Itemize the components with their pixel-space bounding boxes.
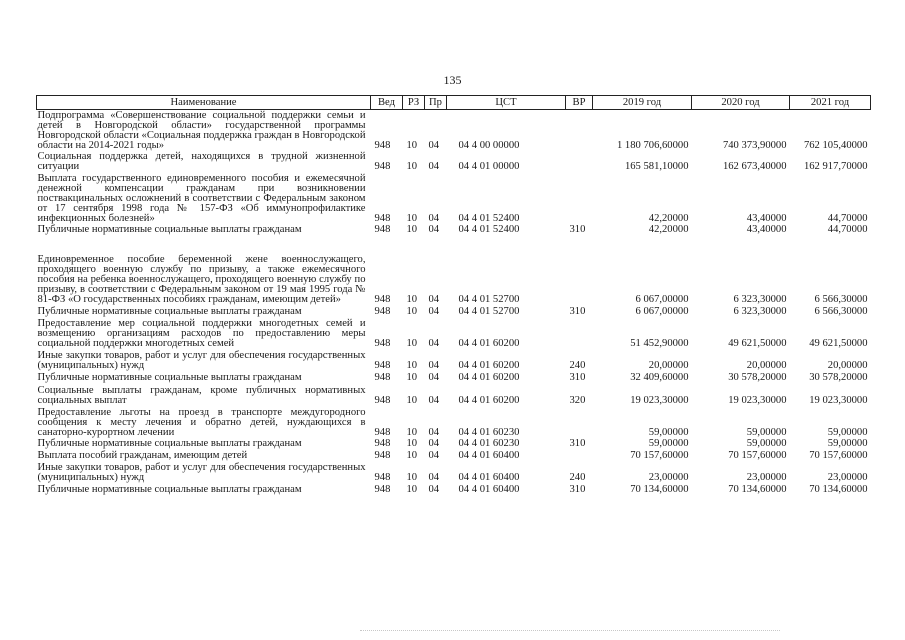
row-pr: 04 — [428, 223, 440, 235]
row-vr: 310 — [569, 371, 586, 383]
row-ved: 948 — [374, 437, 391, 449]
row-cst: 04 4 00 00000 — [458, 139, 520, 151]
header-rz: РЗ — [403, 96, 425, 110]
row-2019: 1 180 706,60000 — [616, 139, 689, 151]
row-2021: 59,00000 — [827, 426, 868, 438]
row-name: Публичные нормативные социальные выплаты гражданам — [37, 305, 302, 317]
row-2020: 43,40000 — [746, 212, 787, 224]
row-rz: 10 — [406, 139, 418, 151]
row-rz: 10 — [406, 449, 418, 461]
row-cst: 04 4 01 52400 — [458, 212, 520, 224]
row-pr: 04 — [428, 305, 440, 317]
row-2019: 42,20000 — [648, 223, 689, 235]
row-pr: 04 — [428, 449, 440, 461]
row-vr: 310 — [569, 305, 586, 317]
row-2020: 43,40000 — [746, 223, 787, 235]
row-cst: 04 4 01 60200 — [458, 337, 520, 349]
row-2020: 23,00000 — [746, 471, 787, 483]
row-cst: 04 4 01 60400 — [458, 449, 520, 461]
row-2020: 6 323,30000 — [733, 293, 787, 305]
header-name: Наименование — [37, 96, 371, 110]
table-row — [37, 461, 871, 483]
row-vr: 240 — [569, 471, 586, 483]
row-rz: 10 — [406, 359, 418, 371]
table-row — [37, 224, 871, 235]
row-ved: 948 — [374, 160, 391, 172]
row-pr: 04 — [428, 212, 440, 224]
row-ved: 948 — [374, 426, 391, 438]
row-pr: 04 — [428, 483, 440, 495]
row-2020: 30 578,20000 — [728, 371, 787, 383]
header-cst: ЦСТ — [447, 96, 566, 110]
row-ved: 948 — [374, 449, 391, 461]
row-2019: 51 452,90000 — [630, 337, 689, 349]
row-2020: 162 673,40000 — [722, 160, 787, 172]
row-pr: 04 — [428, 139, 440, 151]
row-vr — [566, 110, 593, 151]
row-rz: 10 — [406, 337, 418, 349]
row-rz: 10 — [406, 293, 418, 305]
row-pr: 04 — [428, 371, 440, 383]
row-2019: 70 134,60000 — [630, 483, 689, 495]
row-vr: 310 — [569, 437, 586, 449]
row-vr — [566, 235, 593, 305]
table-row — [37, 317, 871, 349]
row-cst: 04 4 01 52700 — [458, 293, 520, 305]
row-2021: 19 023,30000 — [809, 394, 868, 406]
row-cst: 04 4 01 60230 — [458, 437, 520, 449]
row-name: Выплата пособий гражданам, имеющим детей — [37, 449, 248, 461]
row-2020: 740 373,90000 — [722, 139, 787, 151]
header-2021: 2021 год — [790, 96, 871, 110]
row-name: Предоставление мер социальной поддержки многодетных семей и возмещению организациям расходов по предоставлению меры социальной поддержки многодетных семей — [37, 317, 366, 349]
row-2020: 49 621,50000 — [728, 337, 787, 349]
row-pr: 04 — [428, 471, 440, 483]
row-cst: 04 4 01 60400 — [458, 483, 520, 495]
page-number: 135 — [443, 73, 462, 87]
row-cst: 04 4 01 60200 — [458, 359, 520, 371]
row-2021: 44,70000 — [827, 212, 868, 224]
table-row — [37, 438, 871, 449]
header-2020: 2020 год — [692, 96, 790, 110]
row-name: Публичные нормативные социальные выплаты гражданам — [37, 483, 302, 495]
table-header — [37, 96, 871, 110]
row-cst: 04 4 01 60230 — [458, 426, 520, 438]
row-2020: 70 157,60000 — [728, 449, 787, 461]
row-rz: 10 — [406, 305, 418, 317]
row-2021: 70 157,60000 — [809, 449, 868, 461]
row-2019: 59,00000 — [648, 426, 689, 438]
row-cst: 04 4 01 52700 — [458, 305, 520, 317]
row-2019: 42,20000 — [648, 212, 689, 224]
row-ved: 948 — [374, 371, 391, 383]
row-ved: 948 — [374, 293, 391, 305]
table-row — [37, 349, 871, 371]
row-vr — [566, 406, 593, 438]
row-2019: 6 067,00000 — [635, 293, 689, 305]
row-rz: 10 — [406, 160, 418, 172]
row-2021: 762 105,40000 — [803, 139, 868, 151]
row-2019: 59,00000 — [648, 437, 689, 449]
table-row — [37, 483, 871, 495]
row-vr: 240 — [569, 359, 586, 371]
row-2021: 44,70000 — [827, 223, 868, 235]
table-row — [37, 172, 871, 224]
row-2019: 23,00000 — [648, 471, 689, 483]
table-row — [37, 449, 871, 461]
row-2021: 49 621,50000 — [809, 337, 868, 349]
row-2021: 162 917,70000 — [803, 160, 868, 172]
header-pr: Пр — [425, 96, 447, 110]
row-2021: 6 566,30000 — [814, 293, 868, 305]
row-2019: 19 023,30000 — [630, 394, 689, 406]
row-name: Публичные нормативные социальные выплаты гражданам — [37, 223, 302, 235]
row-name: Социальные выплаты гражданам, кроме публичных нормативных социальных выплат — [37, 384, 366, 406]
row-cst: 04 4 01 60200 — [458, 394, 520, 406]
row-pr: 04 — [428, 293, 440, 305]
row-2020: 20,00000 — [746, 359, 787, 371]
row-rz: 10 — [406, 426, 418, 438]
row-2020: 19 023,30000 — [728, 394, 787, 406]
row-pr: 04 — [428, 160, 440, 172]
row-ved: 948 — [374, 394, 391, 406]
row-2020: 59,00000 — [746, 426, 787, 438]
row-vr — [566, 172, 593, 224]
row-rz: 10 — [406, 394, 418, 406]
row-2019: 6 067,00000 — [635, 305, 689, 317]
row-2019: 70 157,60000 — [630, 449, 689, 461]
row-ved: 948 — [374, 139, 391, 151]
table-row — [37, 371, 871, 383]
row-name: Иные закупки товаров, работ и услуг для обеспечения государственных (муниципальных) нужд — [37, 349, 366, 371]
row-rz: 10 — [406, 371, 418, 383]
row-pr: 04 — [428, 337, 440, 349]
row-name: Выплата государственного единовременного пособия и ежемесячной денежной компенсации гражданам при возникновении поствакцинальных осложнений в соответствии с Федеральным законом от 17 сентября 1998 года № 157-ФЗ «Об иммунопрофилактике инфекционных болезней» — [37, 172, 366, 224]
row-vr: 310 — [569, 483, 586, 495]
row-2021: 59,00000 — [827, 437, 868, 449]
scan-artifact-line — [360, 630, 780, 632]
row-name: Иные закупки товаров, работ и услуг для обеспечения государственных (муниципальных) нужд — [37, 461, 366, 483]
row-name: Подпрограмма «Совершенствование социальной поддержки семьи и детей в Новгородской области» государственной программы Новгородской области «Социальная поддержка граждан в Новгородской области на 2014-2021 годы» — [37, 109, 366, 151]
row-2021: 70 134,60000 — [809, 483, 868, 495]
row-cst: 04 4 01 60400 — [458, 471, 520, 483]
row-name: Публичные нормативные социальные выплаты гражданам — [37, 437, 302, 449]
row-rz: 10 — [406, 437, 418, 449]
row-2020: 59,00000 — [746, 437, 787, 449]
table-row — [37, 383, 871, 406]
row-ved: 948 — [374, 337, 391, 349]
header-row — [37, 96, 871, 110]
row-2020: 70 134,60000 — [728, 483, 787, 495]
row-ved: 948 — [374, 359, 391, 371]
row-pr: 04 — [428, 359, 440, 371]
row-cst: 04 4 01 52400 — [458, 223, 520, 235]
row-2021: 20,00000 — [827, 359, 868, 371]
row-name: Публичные нормативные социальные выплаты гражданам — [37, 371, 302, 383]
row-2020: 6 323,30000 — [733, 305, 787, 317]
table-body — [37, 110, 871, 495]
row-rz: 10 — [406, 483, 418, 495]
header-ved: Вед — [371, 96, 403, 110]
row-pr: 04 — [428, 437, 440, 449]
row-2019: 165 581,10000 — [624, 160, 689, 172]
row-pr: 04 — [428, 426, 440, 438]
row-ved: 948 — [374, 223, 391, 235]
budget-table — [36, 95, 871, 495]
row-name: Социальная поддержка детей, находящихся в трудной жизненной ситуации — [37, 150, 366, 172]
table-row — [37, 235, 871, 305]
row-vr: 310 — [569, 223, 586, 235]
table-row — [37, 110, 871, 151]
row-vr — [566, 317, 593, 349]
row-ved: 948 — [374, 305, 391, 317]
row-vr — [566, 449, 593, 461]
row-ved: 948 — [374, 212, 391, 224]
header-2019: 2019 год — [593, 96, 692, 110]
row-vr — [566, 151, 593, 172]
row-cst: 04 4 01 60200 — [458, 371, 520, 383]
table-row — [37, 406, 871, 438]
row-pr: 04 — [428, 394, 440, 406]
header-vr: ВР — [566, 96, 593, 110]
row-ved: 948 — [374, 471, 391, 483]
row-2021: 6 566,30000 — [814, 305, 868, 317]
row-2021: 23,00000 — [827, 471, 868, 483]
row-cst: 04 4 01 00000 — [458, 160, 520, 172]
row-vr: 320 — [569, 394, 586, 406]
table-row — [37, 151, 871, 172]
row-rz: 10 — [406, 223, 418, 235]
row-rz: 10 — [406, 471, 418, 483]
table-row — [37, 305, 871, 317]
row-name: Предоставление льготы на проезд в транспорте междугородного сообщения к месту лечения и обратно детей, нуждающихся в санаторно-курортном лечении — [37, 406, 366, 438]
row-name: Единовременное пособие беременной жене военнослужащего, проходящего военную службу по призыву, а также ежемесячного пособия на ребенка военнослужащего, проходящего военную службу по призыву, в соответствии с Федеральным законом от 19 мая 1995 года № 81-ФЗ «О государственных пособиях гражданам, имеющим детей» — [37, 253, 366, 305]
row-rz: 10 — [406, 212, 418, 224]
row-ved: 948 — [374, 483, 391, 495]
row-2019: 20,00000 — [648, 359, 689, 371]
row-2021: 30 578,20000 — [809, 371, 868, 383]
row-2019: 32 409,60000 — [630, 371, 689, 383]
